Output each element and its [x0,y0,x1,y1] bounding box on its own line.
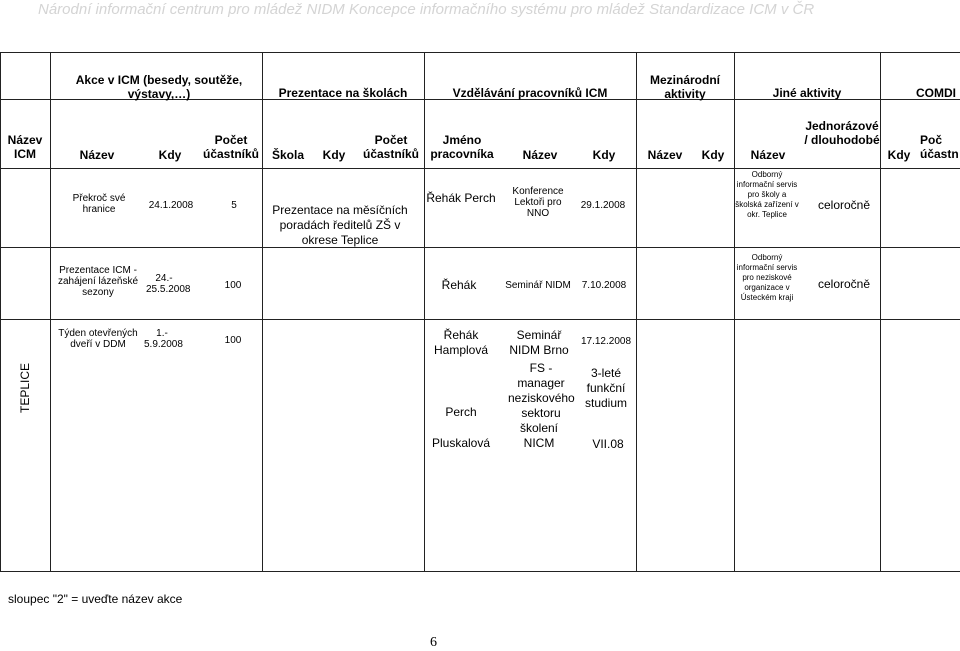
col-jednorazove: Jednorázové / dlouhodobé [804,119,880,147]
col-pocet: Počet účastníků [362,133,419,161]
row-divider [0,247,960,248]
row-divider [0,168,960,169]
jine-typ: celoročně [817,198,871,212]
jine-nazev: Odborný informační servis pro neziskové organizace v Ústeckém kraji [736,253,798,302]
prezentace-skola: Prezentace na měsíčních poradách ředitelů ZŠ v okrese Teplice [272,203,408,247]
akce-pocet: 100 [224,280,242,291]
col-nazev: Název [79,148,115,162]
group-prezentace: Prezentace na školách [278,86,408,100]
col-pocet: Počet účastníků [202,133,259,161]
col-kdy: Kdy [158,148,182,162]
page-number: 6 [430,635,437,650]
col-kdy: Kdy [887,148,911,162]
col-pocet-cut: Poč účastn [920,133,959,161]
akce-pocet: 5 [231,200,237,211]
vzdelavani-kdy: 3-leté funkční studium [584,366,628,410]
jine-nazev: Odborný informační servis pro školy a školská zařízení v okr. Teplice [735,170,799,219]
vzdelavani-nazev: Konference Lektoři pro NNO [512,186,564,219]
akce-nazev: Prezentace ICM - zahájení lázeňské sezony [57,265,139,298]
jmeno-pracovnika: Řehák Hamplová [433,328,489,357]
vzdelavani-kdy: 17.12.2008 [580,336,632,347]
col-kdy: Kdy [592,148,616,162]
jmeno-pracovnika: Pluskalová [431,436,491,450]
col-skola: Škola [271,148,304,162]
footnote: sloupec "2" = uveďte název akce [8,592,183,606]
group-mezinarodni: Mezinárodní aktivity [649,73,720,101]
vzdelavani-kdy: 7.10.2008 [581,280,627,291]
akce-nazev: Překroč své hranice [72,193,126,215]
activity-table [0,52,960,572]
col-nazev: Název [522,148,558,162]
row-divider [0,319,960,320]
page-banner: Národní informační centrum pro mládež NIDM Koncepce informačního systému pro mládež Standardizace ICM v ČR [38,1,815,18]
vzdelavani-kdy: VII.08 [592,437,624,451]
group-akce: Akce v ICM (besedy, soutěže, výstavy,…) [75,73,243,101]
jine-typ: celoročně [817,277,871,291]
col-kdy: Kdy [322,148,346,162]
jmeno-pracovnika: Perch [445,405,477,419]
col-nazev: Název [750,148,786,162]
akce-nazev: Týden otevřených dveří v DDM [58,328,138,350]
group-comdi: COMDI [916,86,956,100]
jmeno-pracovnika: Řehák Perch [426,191,496,205]
col-jmeno: Jméno pracovníka [430,133,494,161]
icm-name-vertical: TEPLICE [18,362,32,413]
col-nazev-icm: Název ICM [7,133,43,161]
group-vzdelavani: Vzdělávání pracovníků ICM [452,86,608,100]
vzdelavani-nazev: FS - manager neziskového sektoru [508,361,575,420]
vzdelavani-nazev: školení NICM [519,421,559,450]
akce-pocet: 100 [224,335,242,346]
akce-kdy: 1.- 5.9.2008 [144,328,183,350]
col-nazev: Název [647,148,683,162]
akce-kdy: 24.- 25.5.2008 [146,273,191,295]
vzdelavani-kdy: 29.1.2008 [580,200,626,211]
jmeno-pracovnika: Řehák [441,278,477,292]
vzdelavani-nazev: Seminář NIDM Brno [509,328,569,357]
col-kdy: Kdy [701,148,725,162]
vzdelavani-nazev: Seminář NIDM [505,280,571,291]
akce-kdy: 24.1.2008 [148,200,194,211]
group-jine: Jiné aktivity [772,86,842,100]
